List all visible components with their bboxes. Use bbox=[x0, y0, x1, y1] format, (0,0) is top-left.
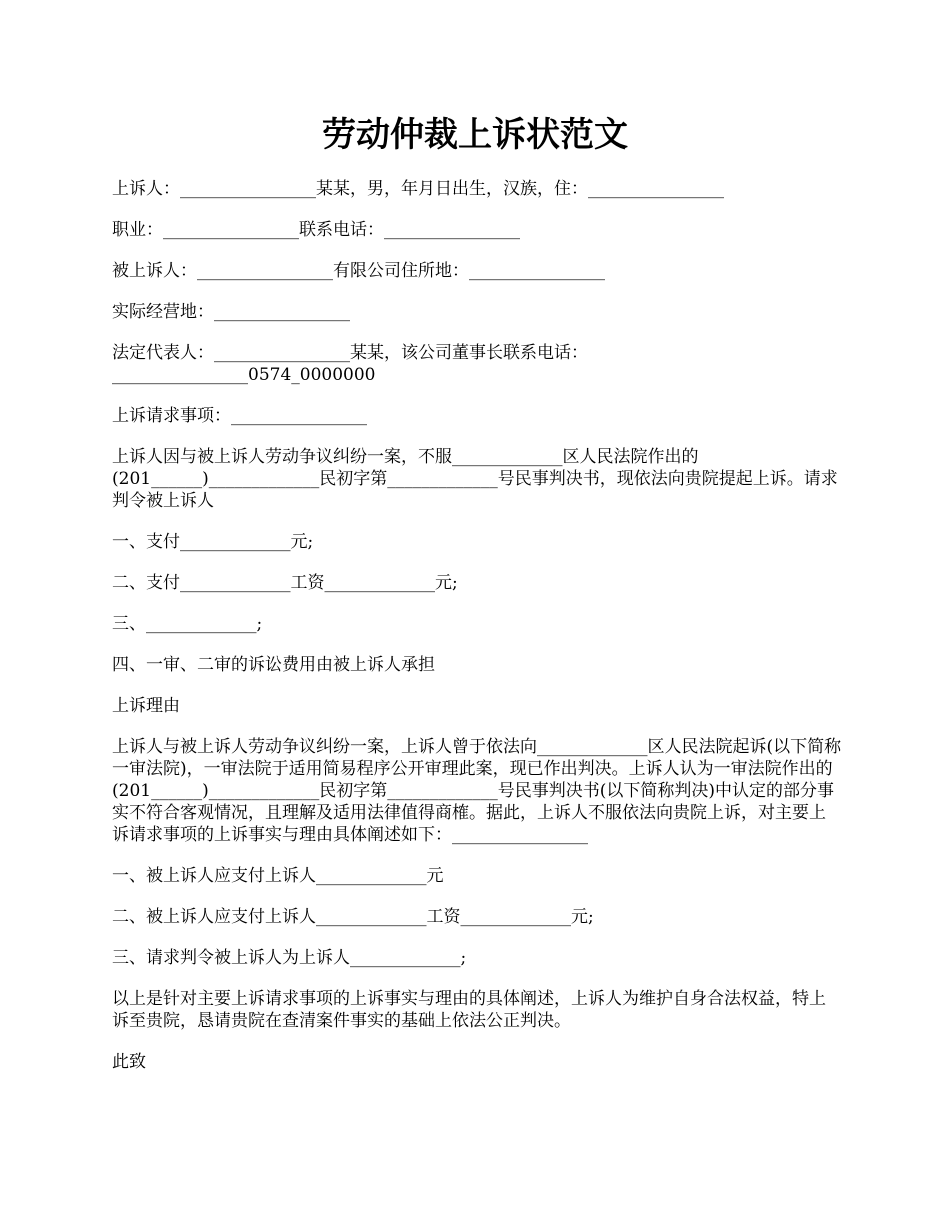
appeal-background: 上诉人因与被上诉人劳动争议纠纷一案，不服_____________区人民法院作出的(201______)_____________民初字第_____________号民事判决书，现依法向贵院提起上诉。请求判令被上诉人 bbox=[112, 447, 838, 511]
request-item-2: 二、支付_____________工资_____________元; bbox=[112, 573, 458, 593]
document-title: 劳动仲裁上诉状范文 bbox=[322, 115, 628, 155]
reason-item-3: 三、请求判令被上诉人为上诉人_____________; bbox=[112, 948, 467, 968]
closing-salutation: 此致 bbox=[112, 1052, 146, 1072]
conclusion-paragraph: 以上是针对主要上诉请求事项的上诉事实与理由的具体阐述，上诉人为维护自身合法权益，特上诉至贵院，恳请贵院在查清案件事实的基础上依法公正判决。 bbox=[112, 989, 826, 1031]
appellant-info: 上诉人：________________某某，男，年月日出生，汉族，住：________________ bbox=[112, 179, 724, 199]
reason-item-1: 一、被上诉人应支付上诉人_____________元 bbox=[112, 866, 444, 886]
occupation-phone: 职业：________________联系电话：________________ bbox=[112, 220, 520, 240]
document-body bbox=[112, 178, 842, 1092]
business-address: 实际经营地：________________ bbox=[112, 302, 350, 322]
appeal-requests-heading: 上诉请求事项：________________ bbox=[112, 406, 367, 426]
appellee-info: 被上诉人：________________有限公司住所地：________________ bbox=[112, 261, 605, 281]
request-item-4: 四、一审、二审的诉讼费用由被上诉人承担 bbox=[112, 655, 435, 675]
appeal-reasons-heading: 上诉理由 bbox=[112, 696, 180, 716]
appeal-reasons-body: 上诉人与被上诉人劳动争议纠纷一案，上诉人曾于依法向_____________区人民法院起诉(以下简称一审法院)，一审法院于适用简易程序公开审理此案，现已作出判决。上诉人认为一审法院作出的(201______)_____________民初字第_____________号民事判决书(以下简称判决)中认定的部分事实不符合客观情况，且理解及适用法律值得商榷。据此，上诉人不服依法向贵院上诉，对主要上诉请求事项的上诉事实与理由具体阐述如下：________________ bbox=[112, 737, 842, 845]
request-item-3: 三、_____________; bbox=[112, 614, 263, 634]
legal-representative: 法定代表人：________________某某，该公司董事长联系电话：________________0574_0000000 bbox=[112, 343, 588, 385]
reason-item-2: 二、被上诉人应支付上诉人_____________工资_____________元; bbox=[112, 907, 594, 927]
request-item-1: 一、支付_____________元; bbox=[112, 532, 314, 552]
